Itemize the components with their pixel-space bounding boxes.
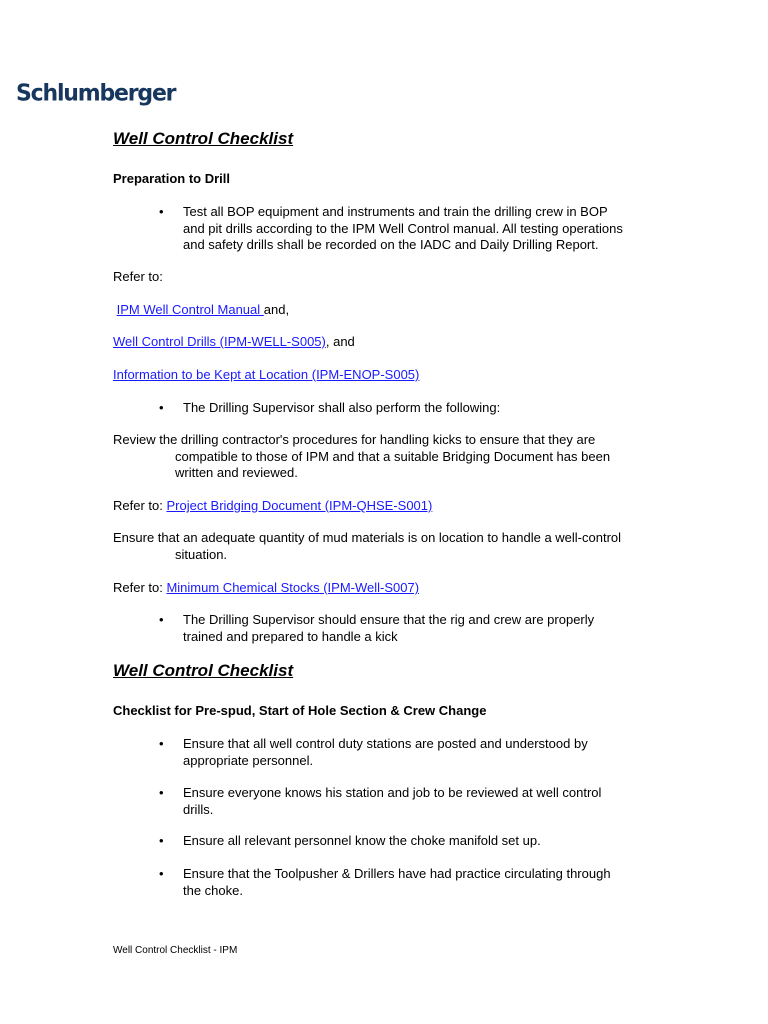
refer-line-1: IPM Well Control Manual and, [116,302,290,317]
page-footer: Well Control Checklist - IPM [113,945,238,956]
schlumberger-logo: Schlumberger [16,80,176,107]
bullet-station-job: • Ensure everyone knows his station and job to be reviewed at well control drills. [159,785,602,817]
ensure-mud-paragraph: Ensure that an adequate quantity of mud materials is on location to handle a well-control situation. [113,530,622,562]
bullet-icon: • [159,612,164,627]
bullet-icon: • [159,833,164,848]
bullet-icon: • [159,204,164,219]
refer-bridging: Refer to: Project Bridging Document (IPM-QHSE-S001) [113,498,433,513]
review-paragraph: Review the drilling contractor's procedures for handling kicks to ensure that they are compatible to those of IPM and that a suitable Bridging Document has been written and reviewed. [113,432,611,480]
bullet-rig-crew: • The Drilling Supervisor should ensure that the rig and crew are properly trained and prepared to handle a kick [159,612,595,644]
section-title-2: Well Control Checklist [113,661,294,680]
link-well-control-drills[interactable]: Well Control Drills (IPM-WELL-S005) [113,334,326,349]
subtitle-pre-spud: Checklist for Pre-spud, Start of Hole Section & Crew Change [113,703,487,718]
bullet-choke-manifold: • Ensure all relevant personnel know the choke manifold set up. [159,833,541,848]
bullet-icon: • [159,400,164,415]
link-minimum-chemical-stocks[interactable]: Minimum Chemical Stocks (IPM-Well-S007) [166,580,420,595]
bullet-toolpusher: • Ensure that the Toolpusher & Drillers have had practice circulating through the choke. [159,866,611,898]
link-project-bridging-document[interactable]: Project Bridging Document (IPM-QHSE-S001) [166,498,433,513]
refer-chemical: Refer to: Minimum Chemical Stocks (IPM-Well-S007) [113,580,420,595]
refer-to-label: Refer to: [113,269,163,284]
bullet-icon: • [159,736,164,751]
bullet-drilling-supervisor: • The Drilling Supervisor shall also perform the following: [159,400,501,415]
bullet-duty-stations: • Ensure that all well control duty stations are posted and understood by appropriate personnel. [159,736,588,768]
refer-line-2: Well Control Drills (IPM-WELL-S005), and [113,334,355,349]
bullet-icon: • [159,866,164,881]
link-ipm-well-control-manual[interactable]: IPM Well Control Manual [116,302,264,317]
section-title-1: Well Control Checklist [113,129,294,148]
subtitle-preparation: Preparation to Drill [113,171,231,186]
bullet-icon: • [159,785,164,800]
refer-line-3 [113,367,655,384]
link-information-kept-location[interactable]: Information to be Kept at Location (IPM-ENOP-S005) [113,367,420,382]
bullet-test-bop: • Test all BOP equipment and instruments and train the drilling crew in BOP and pit drills according to the IPM Well Control manual. All testing operations and safety drills shall be recorded on the IADC and Daily Drilling Report. [159,204,623,252]
